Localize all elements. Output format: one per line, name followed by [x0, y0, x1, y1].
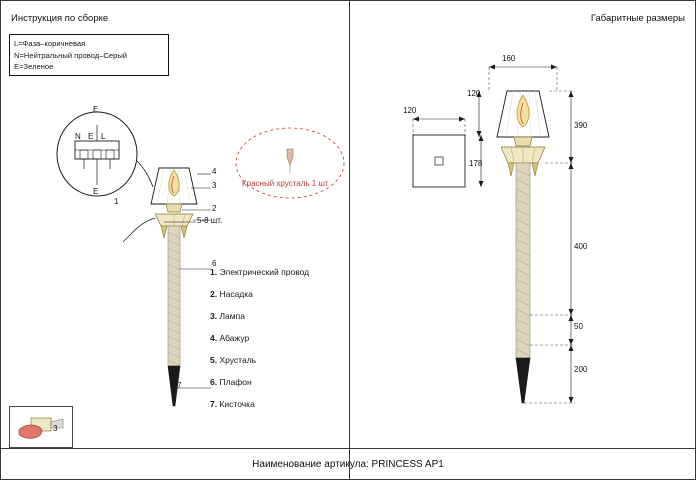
left-panel-title: Инструкция по сборке: [11, 13, 109, 24]
screws-callout: 5-8 шт.: [197, 216, 223, 225]
red-crystal-bubble: [235, 127, 345, 199]
wiring-line-l: L=Фаза–коричневая: [14, 39, 86, 48]
legend-num-5: 5.: [210, 355, 218, 365]
dim-shade-width: 160: [502, 54, 516, 63]
dim-plate-height: 178: [469, 159, 483, 168]
title-divider: [1, 448, 695, 449]
legend-num-6: 6.: [210, 377, 218, 387]
legend-num-1: 1.: [210, 267, 218, 277]
legend-label-1: Электрический провод: [219, 267, 310, 277]
part-number-brush: 7: [177, 381, 182, 390]
part-number-lamp: 3: [212, 181, 217, 190]
legend-num-3: 3.: [210, 311, 218, 321]
dim-body-height: 400: [574, 242, 588, 251]
terminal-label-n: N: [75, 132, 81, 141]
panel-divider: [349, 1, 350, 479]
legend-label-4: Абажур: [219, 333, 250, 343]
part-number-plafon: 6: [212, 259, 217, 268]
dim-total-height: 390: [574, 121, 588, 130]
legend-item-5: [210, 355, 256, 365]
legend-label-5: Хрусталь: [219, 355, 257, 365]
legend-label-7: Кисточка: [219, 399, 255, 409]
right-panel-title: Габаритные размеры: [590, 13, 685, 24]
cleaning-hand-inset: [9, 406, 73, 448]
legend-item-1: [210, 267, 309, 277]
legend-item-3: [210, 311, 245, 321]
wiring-line-e: E=Зеленое: [14, 62, 54, 71]
part-number-wire: 1: [114, 197, 119, 206]
part-number-nozzle: 2: [212, 204, 217, 213]
dim-gap-height: 50: [574, 322, 583, 331]
legend-label-6: Плафон: [219, 377, 252, 387]
legend-item-6: [210, 377, 252, 387]
exploded-lamp-drawing: [111, 126, 221, 416]
dim-plate-width: 120: [403, 106, 417, 115]
part-number-abajur: 4: [212, 167, 217, 176]
legend-num-7: 7.: [210, 399, 218, 409]
article-title: Наименование артикула: PRINCESS AP1: [252, 459, 444, 470]
terminal-label-e: E: [88, 132, 94, 141]
legend-label-3: Лампа: [219, 311, 245, 321]
part-number-hand: 3: [53, 424, 58, 433]
wiring-legend-box: [9, 34, 169, 76]
screws-leader-line: [164, 217, 198, 227]
legend-num-2: 2.: [210, 289, 218, 299]
dim-tail-height: 200: [574, 365, 588, 374]
legend-item-4: [210, 333, 249, 343]
legend-item-7: [210, 399, 255, 409]
wiring-line-n: N=Нейтральный провод–Серый: [14, 50, 128, 60]
legend-num-4: 4.: [210, 333, 218, 343]
dimension-drawing: [361, 45, 691, 435]
legend-label-2: Насадка: [219, 289, 253, 299]
terminal-label-top: E: [93, 105, 99, 114]
dim-shade-height: 120: [467, 89, 481, 98]
legend-item-2: [210, 289, 253, 299]
terminal-label-l: L: [101, 132, 106, 141]
terminal-label-bottom: E: [93, 187, 99, 196]
red-crystal-note: Красный хрусталь 1 шт: [242, 179, 329, 188]
